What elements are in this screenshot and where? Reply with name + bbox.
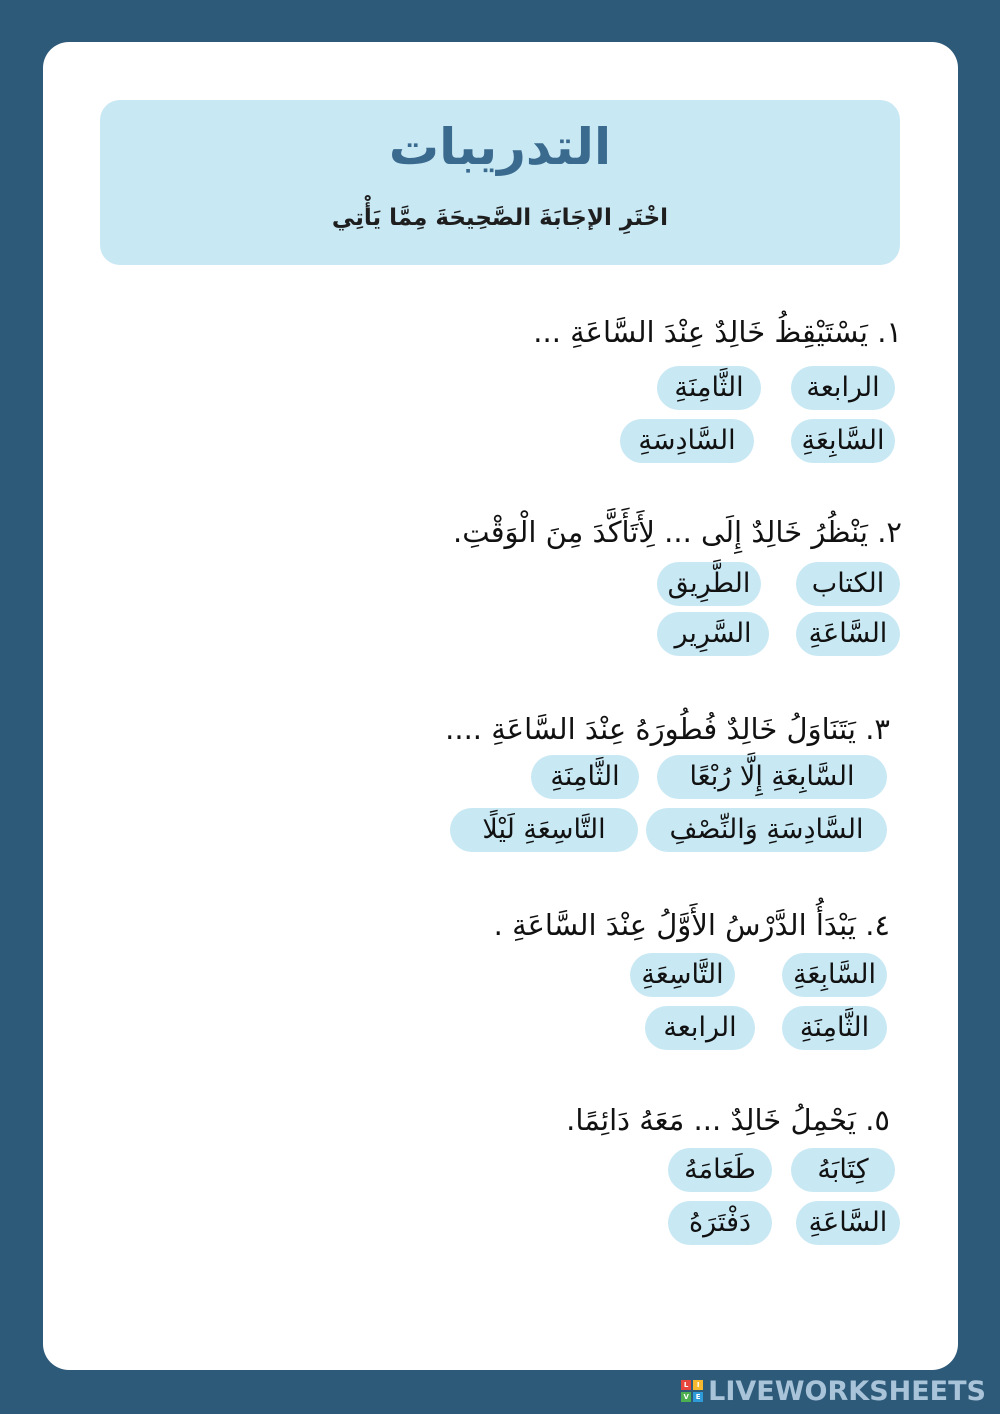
question-1-option-2[interactable]: الثَّامِنَةِ [657, 366, 761, 410]
logo-letter-e: E [693, 1392, 703, 1402]
question-3-option-4[interactable]: التَّاسِعَةِ لَيْلًا [450, 808, 638, 852]
question-1-option-4[interactable]: السَّادِسَةِ [620, 419, 754, 463]
question-5-option-2[interactable]: طَعَامَهُ [668, 1148, 772, 1192]
question-1-option-3[interactable]: السَّابِعَةِ [791, 419, 895, 463]
question-1-text: ١. يَسْتَيْقِظُ خَالِدٌ عِنْدَ السَّاعَةِ ... [533, 315, 902, 349]
question-5-option-1[interactable]: كِتَابَهُ [791, 1148, 895, 1192]
logo-letter-i: I [693, 1380, 703, 1390]
question-4-option-3[interactable]: الثَّامِنَةِ [782, 1006, 887, 1050]
question-3-option-3[interactable]: السَّادِسَةِ وَالنِّصْفِ [646, 808, 887, 852]
question-3-option-2[interactable]: الثَّامِنَةِ [531, 755, 639, 799]
question-4-option-1[interactable]: السَّابِعَةِ [782, 953, 887, 997]
logo-letter-l: L [681, 1380, 691, 1390]
liveworksheets-logo-icon [681, 1380, 703, 1402]
question-5-option-4[interactable]: دَفْتَرَهُ [668, 1201, 772, 1245]
question-1-option-1[interactable]: الرابعة [791, 366, 895, 410]
question-4-option-4[interactable]: الرابعة [645, 1006, 755, 1050]
question-2-text: ٢. يَنْظُرُ خَالِدٌ إِلَى ... لِأَتَأَكَّدَ مِنَ الْوَقْتِ. [453, 515, 902, 549]
page-subtitle: اخْتَرِ الإجَابَةَ الصَّحِيحَةَ مِمَّا يَأْتِي [331, 205, 669, 231]
question-2-option-2[interactable]: الطَّرِيق [657, 562, 761, 606]
question-2-option-3[interactable]: السَّاعَةِ [796, 612, 900, 656]
logo-letter-v: V [681, 1392, 691, 1402]
question-5-text: ٥. يَحْمِلُ خَالِدٌ ... مَعَهُ دَائِمًا. [566, 1103, 890, 1137]
question-5-option-3[interactable]: السَّاعَةِ [796, 1201, 900, 1245]
liveworksheets-brand-text: LIVEWORKSHEETS [708, 1375, 986, 1407]
question-2-option-1[interactable]: الكتاب [796, 562, 900, 606]
question-4-text: ٤. يَبْدَأُ الدَّرْسُ الأَوَّلُ عِنْدَ السَّاعَةِ . [493, 908, 890, 942]
question-3-text: ٣. يَتَنَاوَلُ خَالِدٌ فُطُورَهُ عِنْدَ السَّاعَةِ .... [445, 712, 890, 746]
question-3-option-1[interactable]: السَّابِعَةِ إِلَّا رُبْعًا [657, 755, 887, 799]
question-4-option-2[interactable]: التَّاسِعَةِ [630, 953, 735, 997]
liveworksheets-logo [681, 1374, 986, 1408]
page-title: التدريبات [388, 118, 612, 176]
question-2-option-4[interactable]: السَّرِير [657, 612, 769, 656]
